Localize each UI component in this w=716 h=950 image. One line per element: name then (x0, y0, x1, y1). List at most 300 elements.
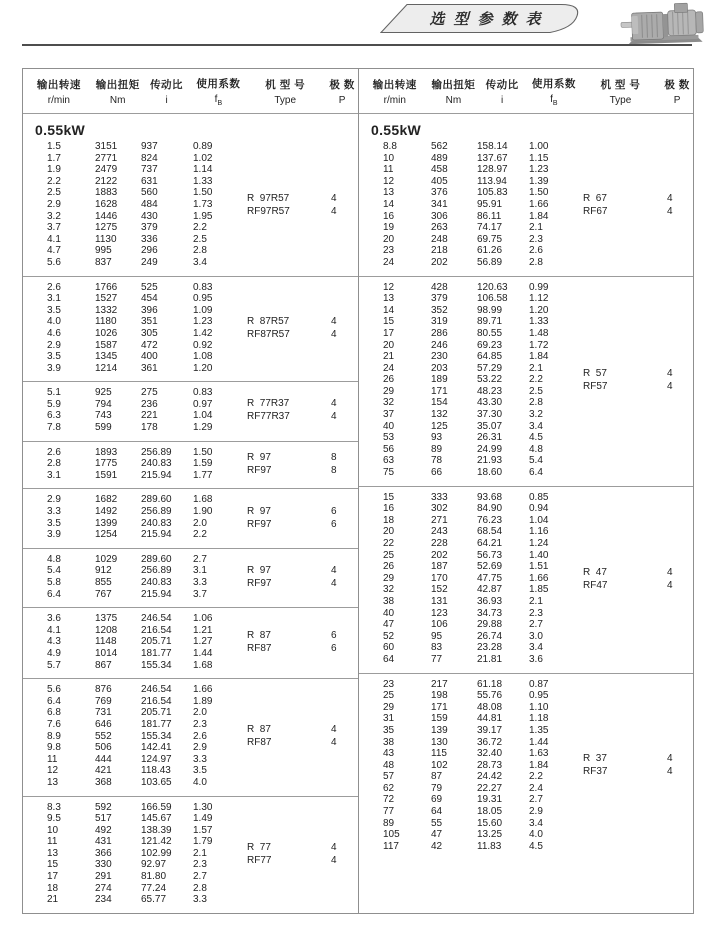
model-pole-line (245, 464, 357, 477)
pole-count: 4 (331, 328, 337, 340)
model-code: RF77 (247, 854, 272, 866)
output-speed-value: 18 (383, 514, 395, 526)
output-speed-value: 2.5 (47, 187, 61, 199)
output-torque-value: 995 (95, 245, 112, 257)
transmission-ratio-value: 55.76 (477, 690, 503, 702)
transmission-ratio-value: 69.23 (477, 339, 503, 351)
output-speed-value: 32 (383, 397, 395, 409)
output-torque-value: 1492 (95, 506, 118, 518)
right-data-blocks (359, 114, 693, 913)
table-row (383, 806, 581, 818)
output-torque-value: 187 (431, 561, 448, 573)
model-code: R 47 (583, 566, 607, 578)
data-block (23, 441, 358, 489)
service-factor-value: 1.23 (529, 164, 549, 176)
output-torque-value: 1775 (95, 458, 118, 470)
output-speed-value: 18 (47, 882, 59, 894)
service-factor-value: 2.6 (529, 245, 543, 257)
output-torque-value: 428 (431, 281, 448, 293)
transmission-ratio-value: 61.18 (477, 678, 503, 690)
output-speed-value: 19 (383, 222, 395, 234)
transmission-ratio-value: 18.05 (477, 806, 503, 818)
output-torque-value: 306 (431, 210, 448, 222)
output-torque-value: 102 (431, 759, 448, 771)
data-rows (23, 684, 245, 788)
output-torque-value: 217 (431, 678, 448, 690)
output-torque-value: 230 (431, 351, 448, 363)
transmission-ratio-value: 56.73 (477, 549, 503, 561)
table-row (47, 340, 245, 352)
table-row (383, 363, 581, 375)
output-speed-value: 2.8 (47, 458, 61, 470)
output-speed-value: 5.6 (47, 256, 61, 268)
output-speed-value: 35 (383, 724, 395, 736)
output-torque-value: 170 (431, 572, 448, 584)
output-torque-value: 93 (431, 432, 443, 444)
table-row (383, 444, 581, 456)
output-torque-value: 599 (95, 422, 112, 434)
output-torque-value: 1332 (95, 304, 118, 316)
table-row (47, 871, 245, 883)
output-torque-value: 1682 (95, 494, 118, 506)
model-code: RF47 (583, 579, 608, 591)
data-rows (359, 141, 581, 269)
output-torque-value: 131 (431, 595, 448, 607)
output-speed-value: 72 (383, 794, 395, 806)
model-code: RF87 (247, 737, 272, 749)
output-speed-value: 24 (383, 362, 395, 374)
pole-count: 4 (667, 368, 673, 380)
data-block (359, 673, 693, 860)
transmission-ratio-value: 92.97 (141, 859, 167, 871)
service-factor-value: 1.12 (529, 293, 549, 305)
output-torque-value: 42 (431, 840, 443, 852)
pole-count: 4 (667, 566, 673, 578)
data-block (23, 678, 358, 795)
output-torque-value: 78 (431, 455, 443, 467)
service-factor-value: 1.09 (193, 304, 213, 316)
output-speed-value: 23 (383, 245, 395, 257)
transmission-ratio-value: 98.99 (477, 304, 503, 316)
output-torque-value: 246 (431, 339, 448, 351)
model-code: R 77R37 (247, 398, 290, 410)
output-speed-value: 52 (383, 630, 395, 642)
table-row (47, 777, 245, 789)
transmission-ratio-value: 178 (141, 422, 158, 434)
output-speed-value: 3.1 (47, 469, 61, 481)
table-row (47, 648, 245, 660)
model-code: RF97 (247, 465, 272, 477)
service-factor-value: 1.66 (529, 198, 549, 210)
service-factor-value: 4.5 (529, 432, 543, 444)
block-inner (23, 802, 358, 906)
output-speed-value: 3.7 (47, 222, 61, 234)
output-speed-value: 5.7 (47, 659, 61, 671)
table-row (383, 153, 581, 165)
transmission-ratio-value: 48.23 (477, 385, 503, 397)
table-row (47, 636, 245, 648)
output-speed-value: 29 (383, 572, 395, 584)
output-torque-value: 87 (431, 771, 443, 783)
output-speed-value: 13 (383, 293, 395, 305)
output-torque-value: 130 (431, 736, 448, 748)
transmission-ratio-value: 166.59 (141, 801, 172, 813)
pole-count: 4 (667, 753, 673, 765)
output-speed-value: 40 (383, 607, 395, 619)
output-speed-value: 12 (47, 765, 59, 777)
output-speed-value: 3.9 (47, 529, 61, 541)
table-row (383, 257, 581, 269)
transmission-ratio-value: 216.54 (141, 624, 172, 636)
transmission-ratio-value: 39.17 (477, 724, 503, 736)
transmission-ratio-value: 296 (141, 245, 158, 257)
transmission-ratio-value: 155.34 (141, 659, 172, 671)
service-factor-value: 1.20 (529, 304, 549, 316)
transmission-ratio-value: 121.42 (141, 836, 172, 848)
table-row (47, 351, 245, 363)
service-factor-value: 3.7 (193, 588, 207, 600)
pole-count: 4 (331, 398, 337, 410)
service-factor-value: 1.29 (193, 422, 213, 434)
model-code: R 97 (247, 565, 271, 576)
model-code: R 97 (247, 505, 271, 517)
output-torque-value: 379 (431, 293, 448, 305)
pole-count: 4 (331, 411, 337, 423)
output-torque-value: 1148 (95, 636, 117, 648)
table-row (47, 613, 245, 625)
service-factor-value: 1.08 (193, 351, 213, 363)
output-speed-value: 15 (383, 491, 395, 503)
output-speed-value: 3.6 (47, 613, 61, 625)
service-factor-value: 6.4 (529, 467, 543, 479)
pole-count: 4 (667, 192, 673, 204)
block-inner (23, 613, 358, 671)
table-row (47, 293, 245, 305)
transmission-ratio-value: 113.94 (477, 175, 507, 187)
header-divider-rule (22, 44, 692, 46)
service-factor-value: 0.94 (529, 503, 549, 515)
table-row (47, 141, 245, 153)
model-poles-panel (245, 684, 357, 788)
output-speed-value: 62 (383, 782, 395, 794)
output-torque-value: 189 (431, 374, 448, 386)
output-speed-value: 20 (383, 339, 395, 351)
table-row (383, 328, 581, 340)
service-factor-value: 1.49 (193, 813, 213, 825)
table-row (47, 660, 245, 672)
transmission-ratio-value: 32.40 (477, 748, 503, 760)
output-torque-value: 302 (431, 503, 448, 515)
model-pole-line (245, 205, 357, 218)
transmission-ratio-value: 95.91 (477, 198, 503, 210)
output-speed-value: 48 (383, 759, 395, 771)
service-factor-value: 2.8 (529, 256, 543, 268)
output-speed-value: 29 (383, 701, 395, 713)
table-row (47, 765, 245, 777)
output-speed-value: 4.1 (47, 624, 61, 636)
table-row (47, 825, 245, 837)
header-service-factor: 使用系数 $f_B$ (196, 78, 241, 107)
transmission-ratio-value: 236 (141, 398, 158, 410)
service-factor-value: 1.84 (529, 351, 549, 363)
model-pole-line (245, 518, 357, 531)
model-pole-line (245, 315, 357, 328)
transmission-ratio-value: 52.69 (477, 561, 503, 573)
output-torque-value: 444 (95, 753, 112, 765)
table-row (47, 305, 245, 317)
table-row (383, 397, 581, 409)
service-factor-value: 1.63 (529, 748, 549, 760)
output-speed-value: 21 (383, 351, 395, 363)
output-speed-value: 38 (383, 736, 395, 748)
output-torque-value: 139 (431, 724, 448, 736)
transmission-ratio-value: 525 (141, 281, 158, 293)
table-row (47, 859, 245, 871)
output-speed-value: 17 (47, 871, 59, 883)
service-factor-value: 3.2 (529, 409, 543, 421)
service-factor-value: 1.39 (529, 175, 549, 187)
table-row (383, 421, 581, 433)
output-speed-value: 77 (383, 806, 395, 818)
output-torque-value: 333 (431, 491, 448, 503)
service-factor-value: 2.1 (529, 222, 543, 234)
model-pole-line (245, 192, 357, 205)
table-row (383, 386, 581, 398)
data-rows (23, 494, 245, 540)
output-torque-value: 855 (95, 577, 112, 588)
model-poles-panel (245, 447, 357, 482)
model-code: R 77 (247, 841, 271, 853)
transmission-ratio-value: 124.97 (141, 753, 172, 765)
service-factor-value: 1.68 (193, 494, 213, 506)
model-poles-panel (245, 141, 357, 269)
table-row (47, 176, 245, 188)
table-row (383, 596, 581, 608)
service-factor-value: 3.6 (529, 653, 543, 665)
output-torque-value: 228 (431, 538, 448, 549)
output-torque-value: 319 (431, 316, 448, 328)
output-speed-value: 13 (47, 847, 59, 859)
output-torque-value: 743 (95, 410, 112, 422)
output-torque-value: 1208 (95, 624, 118, 636)
model-poles-panel (581, 141, 693, 269)
data-rows (23, 613, 245, 671)
output-speed-value: 4.3 (47, 636, 61, 648)
service-factor-value: 2.1 (193, 847, 207, 859)
service-factor-value: 1.84 (529, 759, 549, 771)
output-torque-value: 646 (95, 718, 112, 730)
table-row (383, 725, 581, 737)
transmission-ratio-value: 11.83 (477, 840, 502, 852)
table-row (47, 554, 245, 566)
output-speed-value: 40 (383, 420, 395, 432)
transmission-ratio-value: 68.54 (477, 526, 503, 538)
data-rows (359, 679, 581, 853)
model-pole-line (245, 854, 357, 867)
model-poles-panel (245, 387, 357, 433)
model-pole-line (581, 566, 693, 579)
transmission-ratio-value: 34.73 (477, 607, 503, 619)
service-factor-value: 1.51 (529, 561, 549, 573)
data-block (23, 607, 358, 678)
transmission-ratio-value: 289.60 (141, 494, 172, 506)
transmission-ratio-value: 37.30 (477, 409, 503, 421)
table-row (47, 222, 245, 234)
output-torque-value: 55 (431, 817, 443, 829)
table-row (383, 679, 581, 691)
output-speed-value: 117 (383, 840, 399, 852)
table-row (383, 608, 581, 620)
block-inner (23, 554, 358, 600)
output-speed-value: 38 (383, 595, 395, 607)
service-factor-value: 2.9 (193, 742, 207, 754)
output-torque-value: 867 (95, 659, 112, 671)
table-row (383, 282, 581, 294)
table-row (383, 841, 581, 853)
table-row (383, 164, 581, 176)
output-speed-value: 31 (383, 713, 395, 725)
output-speed-value: 13 (383, 187, 395, 199)
service-factor-value: 1.90 (193, 506, 213, 518)
pole-count: 4 (331, 841, 337, 853)
service-factor-value: 2.1 (529, 595, 543, 607)
transmission-ratio-value: 215.94 (141, 588, 172, 600)
data-block (359, 486, 693, 673)
transmission-ratio-value: 120.63 (477, 281, 508, 293)
transmission-ratio-value: 69.75 (477, 233, 503, 245)
transmission-ratio-value: 181.77 (141, 718, 172, 730)
transmission-ratio-value: 118.43 (141, 765, 171, 777)
output-torque-value: 925 (95, 387, 112, 399)
transmission-ratio-value: 289.60 (141, 553, 172, 565)
table-row (47, 506, 245, 518)
output-speed-value: 32 (383, 584, 395, 596)
output-torque-value: 263 (431, 222, 448, 234)
table-row (383, 374, 581, 386)
table-row (383, 176, 581, 188)
transmission-ratio-value: 205.71 (141, 636, 172, 648)
service-factor-value: 2.8 (193, 882, 207, 894)
table-row (47, 684, 245, 696)
output-torque-value: 1275 (95, 222, 118, 234)
output-speed-value: 14 (383, 198, 395, 210)
model-pole-line (581, 765, 693, 778)
table-row (383, 794, 581, 806)
transmission-ratio-value: 737 (141, 164, 158, 176)
model-code: RF87R57 (247, 328, 290, 340)
pole-count: 6 (331, 643, 337, 655)
service-factor-value: 2.7 (193, 553, 207, 565)
transmission-ratio-value: 24.42 (477, 771, 503, 783)
output-torque-value: 89 (431, 443, 443, 455)
transmission-ratio-value: 256.89 (141, 506, 172, 518)
model-pole-line (581, 205, 693, 218)
service-factor-value: 1.33 (193, 175, 213, 187)
table-row (383, 829, 581, 841)
model-poles-panel (581, 492, 693, 666)
table-row (47, 153, 245, 165)
transmission-ratio-value: 36.93 (477, 595, 503, 607)
table-row (47, 316, 245, 328)
output-speed-value: 10 (47, 824, 59, 836)
output-speed-value: 5.8 (47, 577, 61, 588)
service-factor-value: 1.85 (529, 584, 549, 596)
service-factor-value: 1.44 (529, 736, 549, 748)
output-torque-value: 837 (95, 256, 112, 268)
table-row (383, 467, 581, 479)
output-torque-value: 69 (431, 794, 443, 806)
output-speed-value: 47 (383, 619, 395, 631)
output-speed-value: 9.5 (47, 813, 61, 825)
output-speed-value: 13 (47, 776, 59, 788)
service-factor-value: 4.5 (529, 840, 543, 852)
output-torque-value: 341 (431, 198, 448, 210)
service-factor-value: 3.1 (193, 565, 207, 577)
transmission-ratio-value: 240.83 (141, 577, 172, 588)
model-pole-line (245, 736, 357, 749)
table-row (47, 410, 245, 422)
service-factor-value: 0.89 (193, 141, 213, 152)
output-speed-value: 3.9 (47, 362, 61, 374)
output-speed-value: 12 (383, 281, 395, 293)
model-code: RF97R57 (247, 205, 290, 217)
output-torque-value: 767 (95, 588, 112, 600)
output-torque-value: 376 (431, 187, 448, 199)
transmission-ratio-value: 48.08 (477, 701, 503, 713)
column-headers-right (359, 69, 693, 114)
service-factor-value: 1.23 (193, 316, 213, 328)
transmission-ratio-value: 560 (141, 187, 158, 199)
output-torque-value: 64 (431, 806, 443, 818)
table-row (47, 529, 245, 541)
output-speed-value: 3.3 (47, 506, 61, 518)
model-code: R 87 (247, 630, 271, 642)
model-pole-line (581, 579, 693, 592)
power-rating: 0.55kW (371, 122, 422, 138)
service-factor-value: 2.3 (193, 718, 207, 730)
transmission-ratio-value: 102.99 (141, 847, 172, 859)
table-row (47, 494, 245, 506)
model-code: R 57 (583, 368, 607, 380)
service-factor-value: 0.85 (529, 491, 549, 503)
block-inner (359, 141, 693, 269)
transmission-ratio-value: 105.83 (477, 187, 508, 199)
model-pole-line (581, 752, 693, 765)
output-torque-value: 171 (431, 701, 448, 713)
table-row (47, 458, 245, 470)
transmission-ratio-value: 472 (141, 339, 158, 351)
table-row (47, 894, 245, 906)
output-speed-value: 25 (383, 690, 395, 702)
output-torque-value: 291 (95, 871, 112, 883)
output-torque-value: 79 (431, 782, 443, 794)
output-torque-value: 152 (431, 584, 448, 596)
transmission-ratio-value: 103.65 (141, 776, 172, 788)
transmission-ratio-value: 64.21 (477, 538, 503, 549)
model-pole-line (245, 642, 357, 655)
service-factor-value: 0.87 (529, 678, 549, 690)
data-block (23, 381, 358, 440)
output-speed-value: 2.6 (47, 281, 61, 293)
transmission-ratio-value: 246.54 (141, 684, 172, 696)
output-torque-value: 552 (95, 730, 112, 742)
model-pole-line (245, 841, 357, 854)
service-factor-value: 0.99 (529, 281, 549, 293)
service-factor-value: 1.50 (193, 446, 213, 458)
service-factor-value: 1.40 (529, 549, 549, 561)
service-factor-value: 1.04 (529, 514, 549, 526)
table-row (383, 234, 581, 246)
